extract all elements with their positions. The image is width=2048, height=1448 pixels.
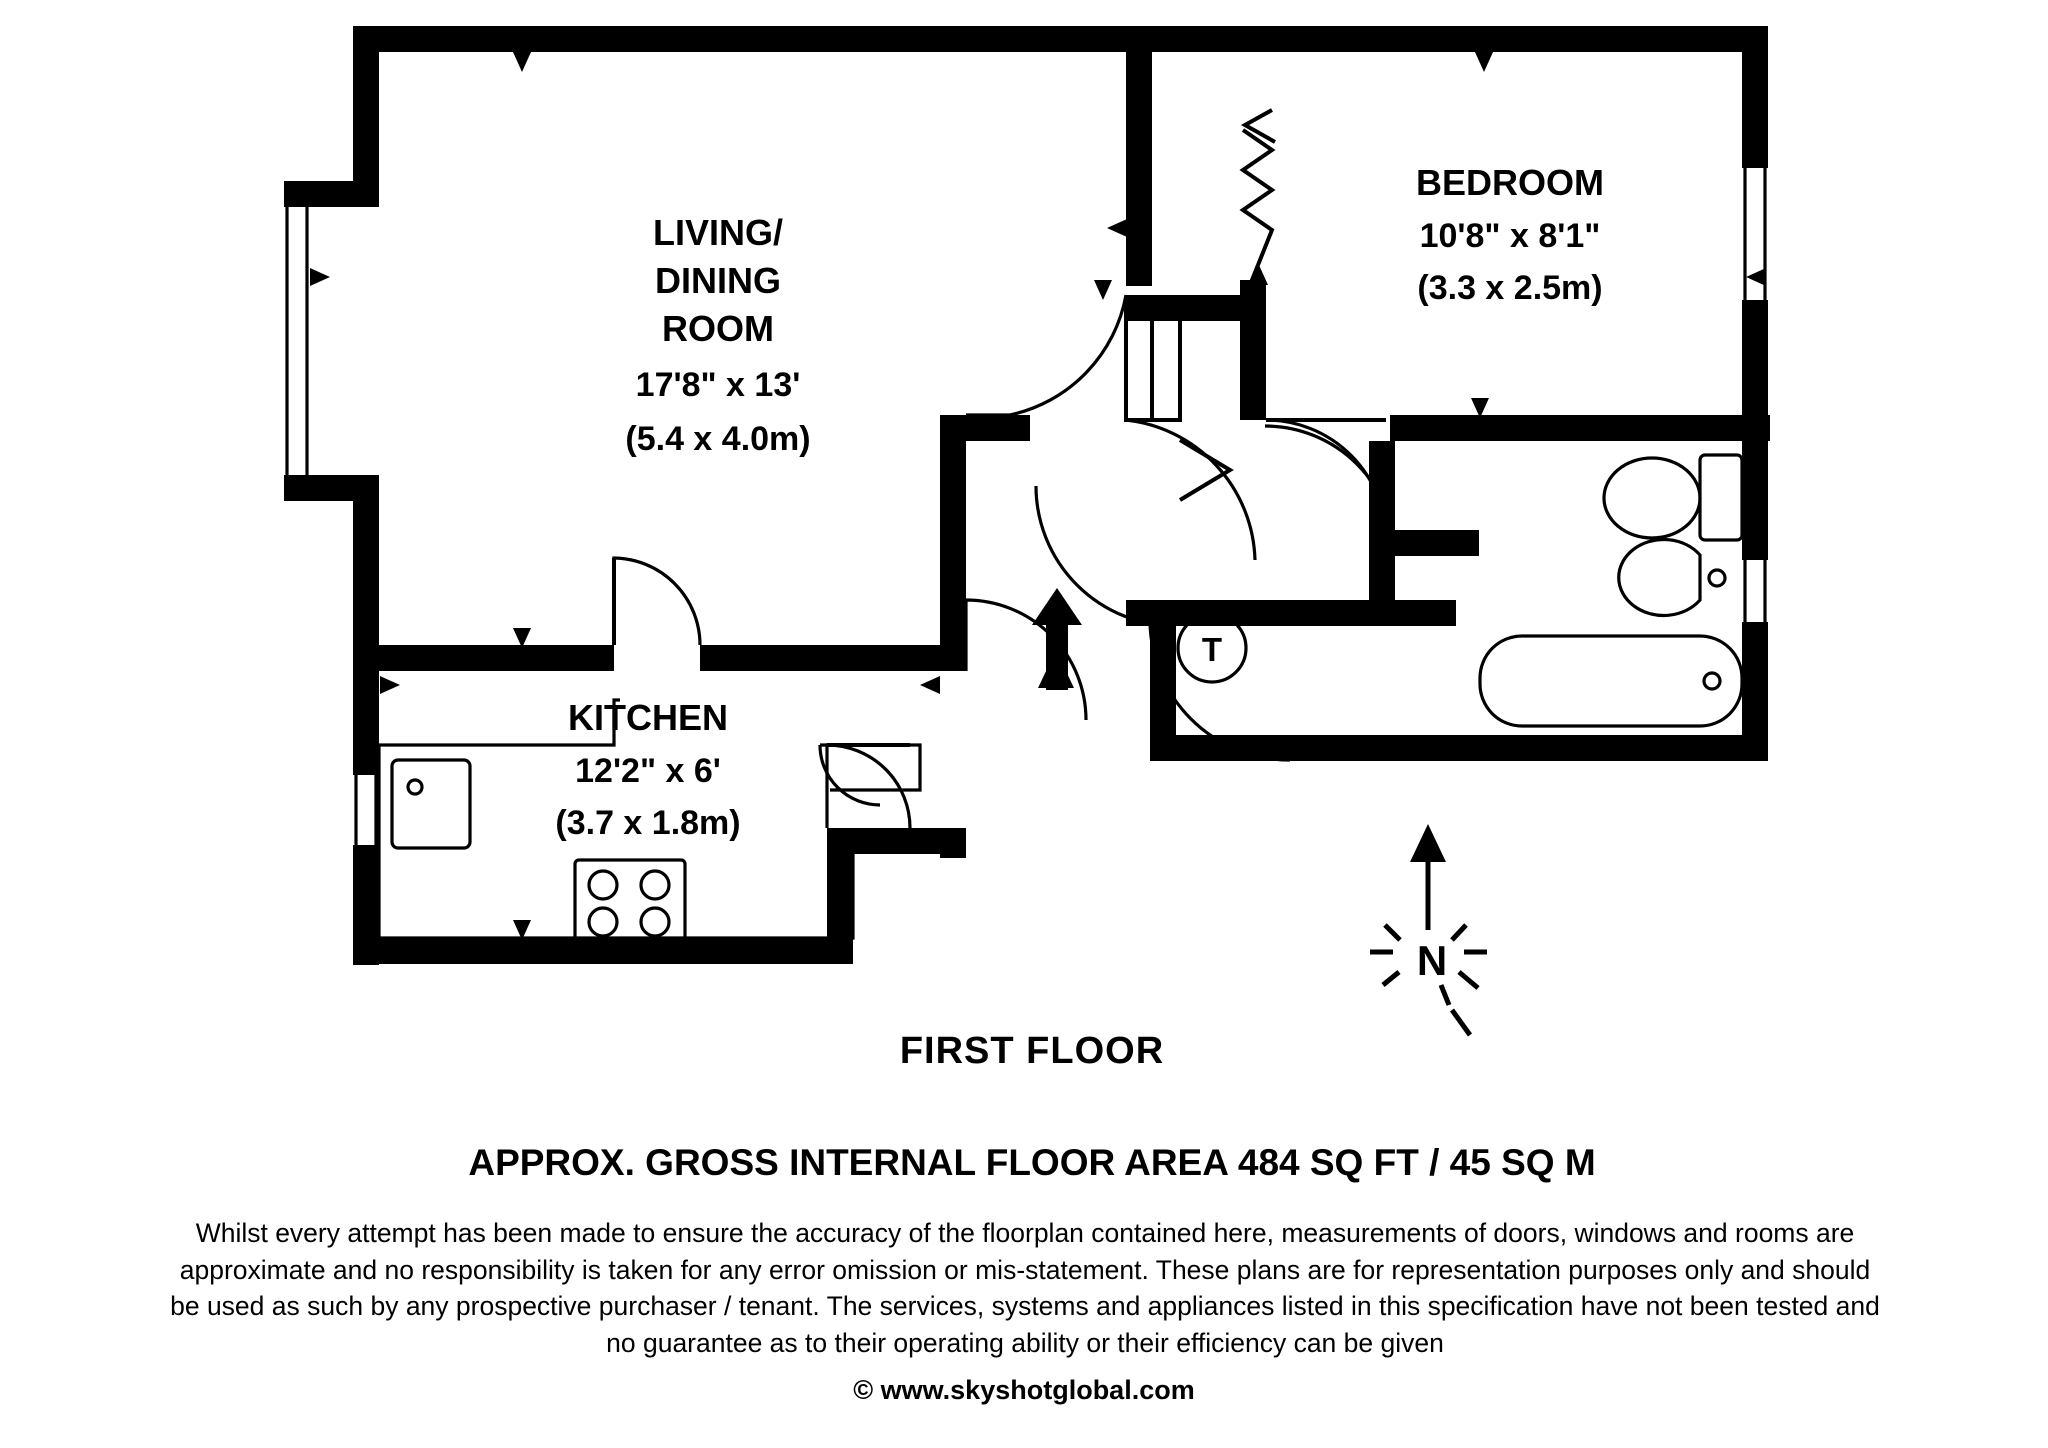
kitchen-name: KITCHEN bbox=[568, 697, 728, 738]
entry-arrow bbox=[1032, 588, 1082, 690]
tank-label: T bbox=[1201, 631, 1223, 668]
bedroom-dims-metric: (3.3 x 2.5m) bbox=[1417, 269, 1603, 307]
disclaimer-text: Whilst every attempt has been made to ensure the accuracy of the floorplan contained here, measurements of doors, windows and rooms are approximate and no responsibility is taken for any error omission or mis-statement. These plans are for representation purposes only and should be used as such by any prospective purchaser / tenant. The services, systems and appliances listed in this specification have not been tested and no guarantee as to their operating ability or their efficiency can be given bbox=[170, 1218, 1880, 1358]
living-dining-name-3: ROOM bbox=[662, 308, 774, 349]
kitchen-dims-imperial: 12'2" x 6' bbox=[575, 752, 721, 790]
bedroom-name: BEDROOM bbox=[1416, 162, 1604, 203]
bathroom-fittings bbox=[1480, 455, 1742, 726]
compass-rose bbox=[1370, 824, 1487, 1035]
living-dining-dims-imperial: 17'8" x 13' bbox=[635, 366, 801, 404]
living-dining-name-2: DINING bbox=[655, 260, 781, 301]
copyright-text: © www.skyshotglobal.com bbox=[853, 1375, 1195, 1405]
living-dining-name-1: LIVING/ bbox=[652, 212, 784, 253]
floor-title: FIRST FLOOR bbox=[899, 1030, 1165, 1072]
compass-north-label: N bbox=[1416, 937, 1448, 984]
bedroom-dims-imperial: 10'8" x 8'1" bbox=[1419, 217, 1601, 255]
gross-area-title: APPROX. GROSS INTERNAL FLOOR AREA 484 SQ FT / 45 SQ M bbox=[468, 1142, 1596, 1183]
kitchen-dims-metric: (3.7 x 1.8m) bbox=[555, 804, 741, 842]
living-dining-dims-metric: (5.4 x 4.0m) bbox=[625, 420, 811, 458]
